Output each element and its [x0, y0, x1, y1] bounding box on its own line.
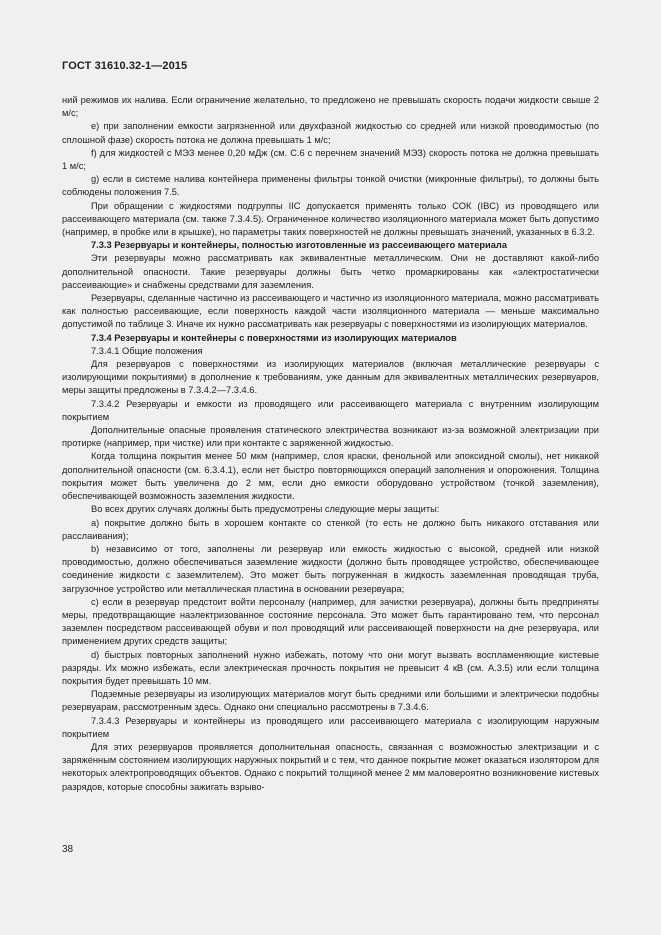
paragraph: 7.3.4.1 Общие положения	[91, 345, 203, 356]
document-header: ГОСТ 31610.32-1—2015	[62, 60, 188, 72]
paragraph: Дополнительные опасные проявления статического электричества возникают из-за возможной электризации при протирке (например, при чистке) или при контакте с заряженной жидкостью.	[62, 425, 599, 449]
section-heading: 7.3.3 Резервуары и контейнеры, полностью изготовленные из рассеивающего материала	[91, 240, 508, 251]
paragraph: Во всех других случаях должны быть предусмотрены следующие меры защиты:	[91, 504, 440, 515]
paragraph: 7.3.4.2 Резервуары и емкости из проводящего или рассеивающего материала с внутренним изолирующим покрытием	[62, 398, 599, 422]
paragraph: b) независимо от того, заполнены ли резервуар или емкость жидкостью с высокой, средней или низкой проводимостью, должно обеспечиваться заземление жидкости (должно быть проводящее устройство, обеспечивающее соединение жидкости с заземлителем). Это может быть погруженная в жидкость заземленная проводящая труба, загрузочное устройство или металлическая пластина в основании резервуара;	[62, 543, 599, 594]
document-body	[62, 94, 599, 794]
paragraph: Эти резервуары можно рассматривать как эквивалентные металлическим. Они не доставляют какой-либо дополнительной опасности. Такие резервуары должны быть четко промаркированы как «электростатически рассеивающие» и снабжены средствами для заземления.	[62, 253, 599, 290]
paragraph: a) покрытие должно быть в хорошем контакте со стенкой (то есть не должно быть никакого отставания или расслаивания);	[62, 517, 599, 541]
section-heading: 7.3.4 Резервуары и контейнеры с поверхностями из изолирующих материалов	[91, 332, 457, 343]
paragraph: Резервуары, сделанные частично из рассеивающего и частично из изоляционного материала, можно рассматривать как полностью рассеивающие, если поверхность каждой части изоляционного материала — меньше максимально допустимой по таблице 3. Иначе их нужно рассматривать как резервуары с поверхностями из изолирующих материалов.	[62, 293, 599, 330]
paragraph: d) быстрых повторных заполнений нужно избежать, потому что они могут вызвать воспламеняющие кистевые разряды. Их можно избежать, если электрическая прочность покрытия не превысит 4 кВ (см. А.3.5) или если толщина покрытия будет превышать 10 мм.	[62, 649, 599, 686]
paragraph: g) если в системе налива контейнера применены фильтры тонкой очистки (микронные фильтры), то должны быть соблюдены положения 7.5.	[62, 174, 599, 198]
paragraph: f) для жидкостей с МЭЗ менее 0,20 мДж (см. С.6 с перечнем значений МЭЗ) скорость потока не должна превышать 1 м/с;	[62, 147, 599, 172]
paragraph: 7.3.4.3 Резервуары и контейнеры из проводящего или рассеивающего материала с изолирующим наружным покрытием	[62, 715, 599, 739]
paragraph: Для резервуаров с поверхностями из изолирующих материалов (включая металлические резервуары с изолирующими покрытиями) в дополнение к требованиям, уже данным для эквивалентных металлических резервуаров, меры защиты предложены в 7.3.4.2—7.3.4.6.	[62, 359, 599, 396]
paragraph: При обращении с жидкостями подгруппы IIC допускается применять только СОК (IBC) из проводящего или рассеивающего материала (см. также 7.3.4.5). Ограниченное количество изоляционного материала может быть допустимо (например, в пробке или в крышке), но параметры таких поверхностей не должны превышать значений, указанных в 6.3.2.	[62, 200, 599, 238]
page-number: 38	[62, 844, 74, 855]
paragraph: Подземные резервуары из изолирующих материалов могут быть средними или большими и электрически подобны резервуарам, рассмотренным здесь. Однако они специально рассмотрены в 7.3.4.6.	[62, 689, 599, 713]
paragraph: ний режимов их налива. Если ограничение желательно, то предложено не превышать скорость подачи жидкости свыше 2 м/с;	[62, 95, 599, 119]
paragraph: Когда толщина покрытия менее 50 мкм (например, слоя краски, фенольной или эпоксидной смолы), нет никакой дополнительной опасности (см. 6.3.4.1), если нет быстро повторяющихся операций заполнения и опорожнения. Толщина покрытия может быть увеличена до 2 мм, если дно емкости оборудовано устройством (точкой заземления), обеспечивающей возможность заземления жидкости.	[62, 451, 599, 502]
paragraph: Для этих резервуаров проявляется дополнительная опасность, связанная с возможностью электризации и с заряженным состоянием изолирующих наружных покрытий и с тем, что данное покрытие может оказаться изолятором для некоторых электропроводящих объектов. Однако с покрытий толщиной менее 2 мм маловероятно возникновение кистевых разрядов, которые способны зажигать взрыво-	[62, 741, 599, 792]
paragraph: e) при заполнении емкости загрязненной или двухфазной жидкостью со средней или низкой проводимостью (по сплошной фазе) скорость потока не должна превышать 1 м/с;	[62, 121, 599, 145]
paragraph: c) если в резервуар предстоит войти персоналу (например, для зачистки резервуара), должны быть предприняты меры, предотвращающие наэлектризованное состояние персонала. Это может быть гарантировано тем, что персонал заземлен посредством рассеивающей обуви и пол проводящий или рассеивающей поверхности на дне резервуара, или применением других средств защиты;	[62, 596, 599, 647]
